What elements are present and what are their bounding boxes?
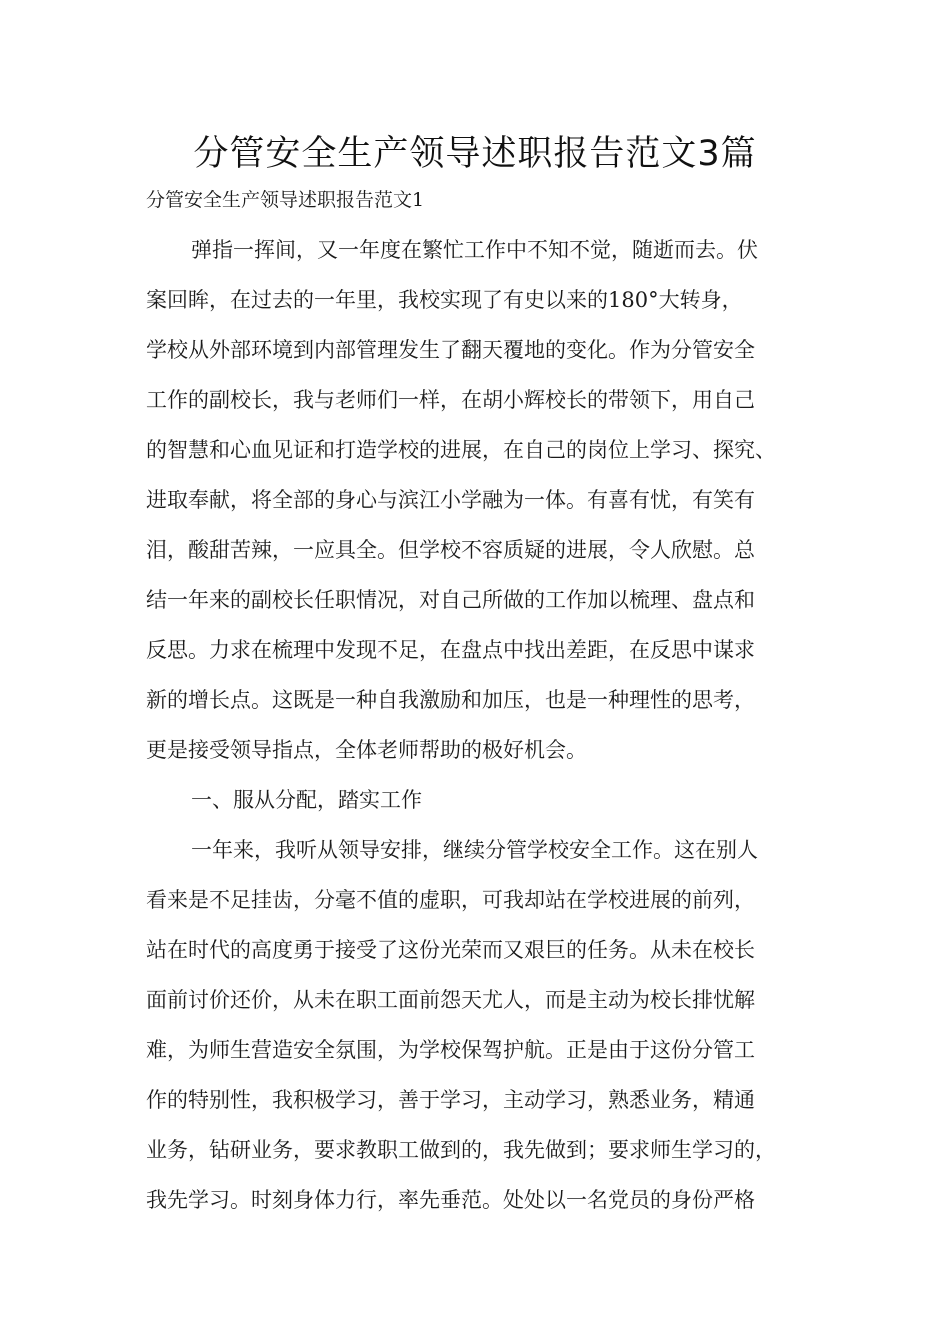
paragraph-line: 工作的副校长，我与老师们一样，在胡小辉校长的带领下，用自己 [146,388,755,412]
paragraph-line: 结一年来的副校长任职情况，对自己所做的工作加以梳理、盘点和 [146,588,755,612]
paragraph-line: 看来是不足挂齿，分毫不值的虚职，可我却站在学校进展的前列， [146,888,755,912]
paragraph-line: 学校从外部环境到内部管理发生了翻天覆地的变化。作为分管安全 [146,338,755,362]
paragraph-line: 泪，酸甜苦辣，一应具全。但学校不容质疑的进展，令人欣慰。总 [146,538,755,562]
paragraph-line: 难，为师生营造安全氛围，为学校保驾护航。正是由于这份分管工 [146,1038,755,1062]
paragraph-line: 反思。力求在梳理中发现不足，在盘点中找出差距，在反思中谋求 [146,638,755,662]
paragraph-line: 业务，钻研业务，要求教职工做到的，我先做到；要求师生学习的， [146,1138,776,1162]
paragraph-line: 站在时代的高度勇于接受了这份光荣而又艰巨的任务。从未在校长 [146,938,755,962]
paragraph-line: 我先学习。时刻身体力行，率先垂范。处处以一名党员的身份严格 [146,1188,755,1212]
paragraph-1 [146,225,846,775]
document-subtitle: 分管安全生产领导述职报告范文1 [146,189,425,211]
paragraph-line: 一年来，我听从领导安排，继续分管学校安全工作。这在别人 [191,838,758,862]
paragraph-line: 作的特别性，我积极学习，善于学习，主动学习，熟悉业务，精通 [146,1088,755,1112]
section-heading: 一、服从分配，踏实工作 [191,788,422,812]
paragraph-line: 案回眸，在过去的一年里，我校实现了有史以来的180°大转身， [146,288,743,312]
paragraph-2 [146,825,846,1225]
paragraph-line: 更是接受领导指点，全体老师帮助的极好机会。 [146,738,587,762]
paragraph-line: 进取奉献，将全部的身心与滨江小学融为一体。有喜有忧，有笑有 [146,488,755,512]
paragraph-line: 的智慧和心血见证和打造学校的进展，在自己的岗位上学习、探究、 [146,438,776,462]
paragraph-line: 面前讨价还价，从未在职工面前怨天尤人，而是主动为校长排忧解 [146,988,755,1012]
paragraph-line: 新的增长点。这既是一种自我激励和加压，也是一种理性的思考， [146,688,755,712]
paragraph-line: 弹指一挥间，又一年度在繁忙工作中不知不觉，随逝而去。伏 [191,238,758,262]
document-title: 分管安全生产领导述职报告范文3篇 [193,134,757,174]
section-heading-1-block [146,775,846,825]
